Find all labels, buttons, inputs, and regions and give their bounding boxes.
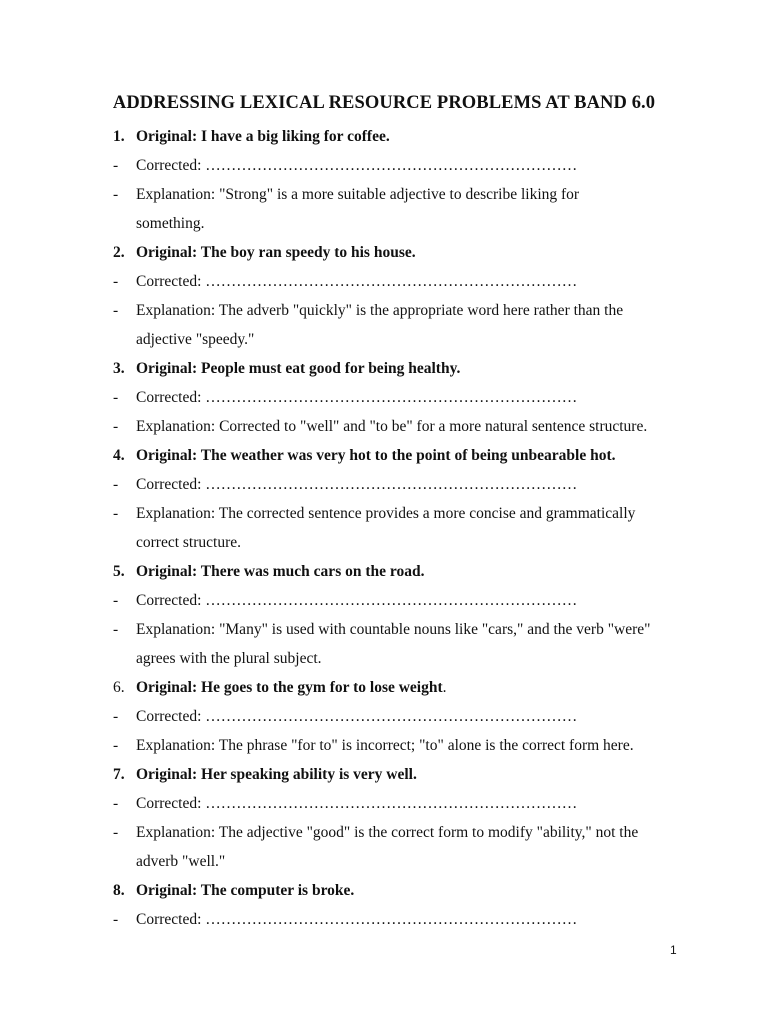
corrected-blank: Corrected: ……………………………………………………………… xyxy=(136,708,578,725)
explanation-text: Explanation: "Strong" is a more suitable adjective to describe liking for xyxy=(136,186,580,203)
item-1-corrected-line xyxy=(0,151,768,180)
dash-bullet: - xyxy=(113,737,119,754)
item-1-explanation-line xyxy=(0,180,768,209)
item-5-explanation-line xyxy=(0,615,768,644)
original-sentence: Original: The weather was very hot to the point of being unbearable hot. xyxy=(136,447,616,464)
item-7-corrected-line xyxy=(0,789,768,818)
explanation-text: correct structure. xyxy=(136,534,241,551)
corrected-blank: Corrected: ……………………………………………………………… xyxy=(136,157,578,174)
original-sentence: Original: The boy ran speedy to his house. xyxy=(136,244,416,261)
dash-bullet: - xyxy=(113,795,119,812)
dash-bullet: - xyxy=(113,911,119,928)
item-7-explanation-line xyxy=(0,818,768,847)
item-1-explanation-continuation xyxy=(0,209,768,238)
dash-bullet: - xyxy=(113,418,119,435)
dash-bullet: - xyxy=(113,389,119,406)
explanation-text: adjective "speedy." xyxy=(136,331,255,348)
item-2-explanation-continuation xyxy=(0,325,768,354)
original-sentence: Original: The computer is broke. xyxy=(136,882,355,899)
explanation-text: Explanation: "Many" is used with countable nouns like "cars," and the verb "were" xyxy=(136,621,651,638)
explanation-text: agrees with the plural subject. xyxy=(136,650,322,667)
dash-bullet: - xyxy=(113,302,119,319)
page-number: 1 xyxy=(670,943,677,957)
item-4-explanation-continuation xyxy=(0,528,768,557)
item-number: 1. xyxy=(113,128,125,145)
item-6-explanation-line xyxy=(0,731,768,760)
explanation-text: Explanation: The adjective "good" is the correct form to modify "ability," not the xyxy=(136,824,639,841)
explanation-text: adverb "well." xyxy=(136,853,226,870)
exercise-list xyxy=(0,122,768,934)
item-2-corrected-line xyxy=(0,267,768,296)
explanation-text: Explanation: The corrected sentence provides a more concise and grammatically xyxy=(136,505,636,522)
corrected-blank: Corrected: ……………………………………………………………… xyxy=(136,389,578,406)
dash-bullet: - xyxy=(113,157,119,174)
item-8-original-line xyxy=(0,876,768,905)
corrected-blank: Corrected: ……………………………………………………………… xyxy=(136,911,578,928)
explanation-text: something. xyxy=(136,215,205,232)
original-sentence: Original: He goes to the gym for to lose weight xyxy=(136,679,443,696)
explanation-text: Explanation: Corrected to "well" and "to be" for a more natural sentence structure. xyxy=(136,418,648,435)
original-sentence: Original: There was much cars on the road. xyxy=(136,563,425,580)
item-1-original-line xyxy=(0,122,768,151)
item-7-explanation-continuation xyxy=(0,847,768,876)
item-3-corrected-line xyxy=(0,383,768,412)
dash-bullet: - xyxy=(113,708,119,725)
explanation-text: Explanation: The phrase "for to" is incorrect; "to" alone is the correct form here. xyxy=(136,737,634,754)
item-7-original-line xyxy=(0,760,768,789)
corrected-blank: Corrected: ……………………………………………………………… xyxy=(136,795,578,812)
dash-bullet: - xyxy=(113,621,119,638)
item-number: 3. xyxy=(113,360,125,377)
item-4-corrected-line xyxy=(0,470,768,499)
item-8-corrected-line xyxy=(0,905,768,934)
item-4-original-line xyxy=(0,441,768,470)
item-5-corrected-line xyxy=(0,586,768,615)
item-number: 2. xyxy=(113,244,125,261)
item-6-corrected-line xyxy=(0,702,768,731)
original-sentence-period: . xyxy=(442,679,447,696)
item-3-original-line xyxy=(0,354,768,383)
corrected-blank: Corrected: ……………………………………………………………… xyxy=(136,273,578,290)
item-number: 7. xyxy=(113,766,125,783)
item-5-original-line xyxy=(0,557,768,586)
item-number: 6. xyxy=(113,679,125,696)
dash-bullet: - xyxy=(113,476,119,493)
item-5-explanation-continuation xyxy=(0,644,768,673)
item-number: 5. xyxy=(113,563,125,580)
dash-bullet: - xyxy=(113,273,119,290)
item-4-explanation-line xyxy=(0,499,768,528)
page-title: ADDRESSING LEXICAL RESOURCE PROBLEMS AT BAND 6.0 xyxy=(112,93,656,113)
item-6-original-line xyxy=(0,673,768,702)
dash-bullet: - xyxy=(113,186,119,203)
corrected-blank: Corrected: ……………………………………………………………… xyxy=(136,592,578,609)
dash-bullet: - xyxy=(113,505,119,522)
dash-bullet: - xyxy=(113,592,119,609)
explanation-text: Explanation: The adverb "quickly" is the appropriate word here rather than the xyxy=(136,302,624,319)
original-sentence: Original: I have a big liking for coffee. xyxy=(136,128,390,145)
original-sentence: Original: People must eat good for being healthy. xyxy=(136,360,461,377)
item-2-explanation-line xyxy=(0,296,768,325)
original-sentence-wrapper xyxy=(136,673,447,702)
item-3-explanation-line xyxy=(0,412,768,441)
original-sentence: Original: Her speaking ability is very well. xyxy=(136,766,417,783)
item-number: 8. xyxy=(113,882,125,899)
dash-bullet: - xyxy=(113,824,119,841)
corrected-blank: Corrected: ……………………………………………………………… xyxy=(136,476,578,493)
item-number: 4. xyxy=(113,447,125,464)
item-2-original-line xyxy=(0,238,768,267)
